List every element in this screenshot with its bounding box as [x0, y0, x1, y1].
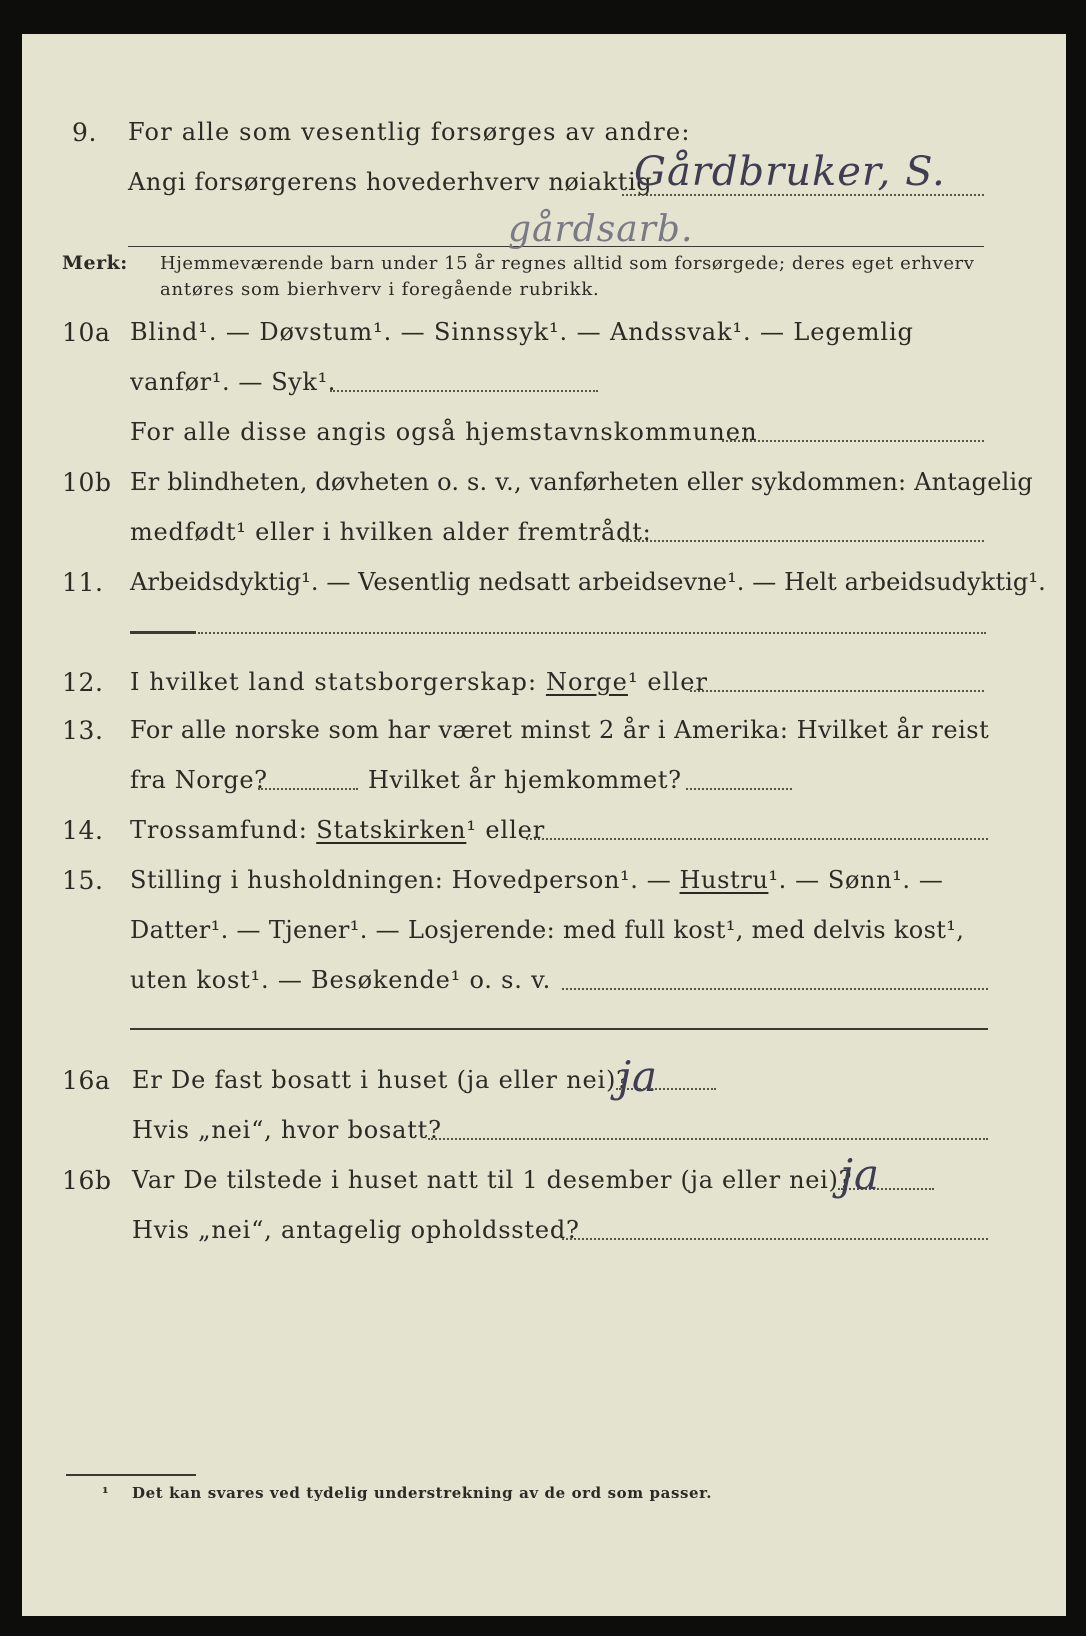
- q15-number: 15.: [62, 866, 104, 895]
- q10a-number: 10a: [62, 318, 111, 347]
- q13-reist-line: [258, 788, 358, 790]
- q11-number: 11.: [62, 568, 104, 597]
- q16a-handwritten-answer: ja: [618, 1052, 659, 1101]
- q13-line2a: fra Norge?: [130, 766, 268, 794]
- q12-number: 12.: [62, 668, 104, 697]
- footnote-marker: ¹: [102, 1484, 110, 1502]
- q9-handwritten-answer-2: gårdsarb.: [508, 209, 694, 250]
- footnote-text: Det kan svares ved tydelig understrekning av de ord som passer.: [132, 1484, 713, 1502]
- q12-norge-underlined: Norge: [545, 668, 628, 696]
- q9-handwritten-answer: Gårdbruker, S.: [634, 149, 946, 195]
- q16b-number: 16b: [62, 1166, 112, 1195]
- q16a-bosatt-line: [428, 1138, 988, 1140]
- q15-line1: Stilling i husholdningen: Hovedperson¹. — Hustru¹. — Sønn¹. —: [130, 866, 944, 894]
- q12-text: I hvilket land statsborgerskap: Norge¹ eller: [130, 668, 709, 696]
- q16b-handwritten-answer: ja: [840, 1150, 881, 1199]
- merk-line2: antøres som bierhverv i foregående rubrikk.: [160, 279, 600, 300]
- footnote-rule: [66, 1474, 196, 1476]
- q16a-line1: Er De fast bosatt i huset (ja eller nei)?: [132, 1066, 630, 1094]
- q14-statskirken-underlined: Statskirken: [316, 816, 467, 844]
- q13-line1: For alle norske som har været minst 2 år i Amerika: Hvilket år reist: [130, 716, 990, 744]
- q16a-number: 16a: [62, 1066, 111, 1095]
- q13-number: 13.: [62, 716, 104, 745]
- q11-line1: Arbeidsdyktig¹. — Vesentlig nedsatt arbeidsevne¹. — Helt arbeidsudyktig¹.: [130, 568, 1046, 596]
- q11-short-rule: [130, 631, 196, 634]
- q10a-line1: Blind¹. — Døvstum¹. — Sinnssyk¹. — Andssvak¹. — Legemlig: [130, 318, 914, 346]
- census-form-page: [22, 34, 1066, 1616]
- q10b-line1: Er blindheten, døvheten o. s. v., vanførheten eller sykdommen: Antagelig: [130, 468, 1033, 496]
- q15-line2: Datter¹. — Tjener¹. — Losjerende: med full kost¹, med delvis kost¹,: [130, 916, 965, 944]
- merk-label: Merk:: [62, 252, 128, 274]
- q14-text: Trossamfund: Statskirken¹ eller: [130, 816, 546, 844]
- q15-answer-line: [562, 988, 988, 990]
- q15-line3: uten kost¹. — Besøkende¹ o. s. v.: [130, 966, 552, 994]
- q10a-syk-line: [330, 390, 598, 392]
- merk-line1: Hjemmeværende barn under 15 år regnes alltid som forsørgede; deres eget erhverv: [160, 253, 975, 274]
- q16b-line2: Hvis „nei“, antagelig opholdssted?: [132, 1216, 580, 1244]
- q13-line2b: Hvilket år hjemkommet?: [368, 766, 682, 794]
- q9-number: 9.: [72, 118, 98, 147]
- q10a-line2: vanfør¹. — Syk¹.: [130, 368, 337, 396]
- q16b-opholdssted-line: [562, 1238, 988, 1240]
- q10a-hjemstavn-line: [722, 440, 984, 442]
- q9-line1: For alle som vesentlig forsørges av andre:: [128, 118, 691, 146]
- q14-number: 14.: [62, 816, 104, 845]
- q16b-line1: Var De tilstede i huset natt til 1 desember (ja eller nei)?: [132, 1166, 853, 1194]
- q9-line2: Angi forsørgerens hovederhverv nøiaktig: [128, 168, 653, 196]
- q15-hustru-underlined: Hustru: [679, 866, 769, 894]
- q10b-number: 10b: [62, 468, 112, 497]
- q13-hjemkommet-line: [686, 788, 792, 790]
- q10b-line2: medfødt¹ eller i hvilken alder fremtrådt:: [130, 518, 652, 546]
- q10a-line3: For alle disse angis også hjemstavnskommunen: [130, 418, 758, 446]
- q11-answer-line: [198, 632, 986, 634]
- q12-answer-line: [690, 690, 984, 692]
- q16a-line2: Hvis „nei“, hvor bosatt?: [132, 1116, 442, 1144]
- q14-answer-line: [526, 838, 988, 840]
- q10b-alder-line: [622, 540, 984, 542]
- q15-second-line: [130, 1028, 988, 1030]
